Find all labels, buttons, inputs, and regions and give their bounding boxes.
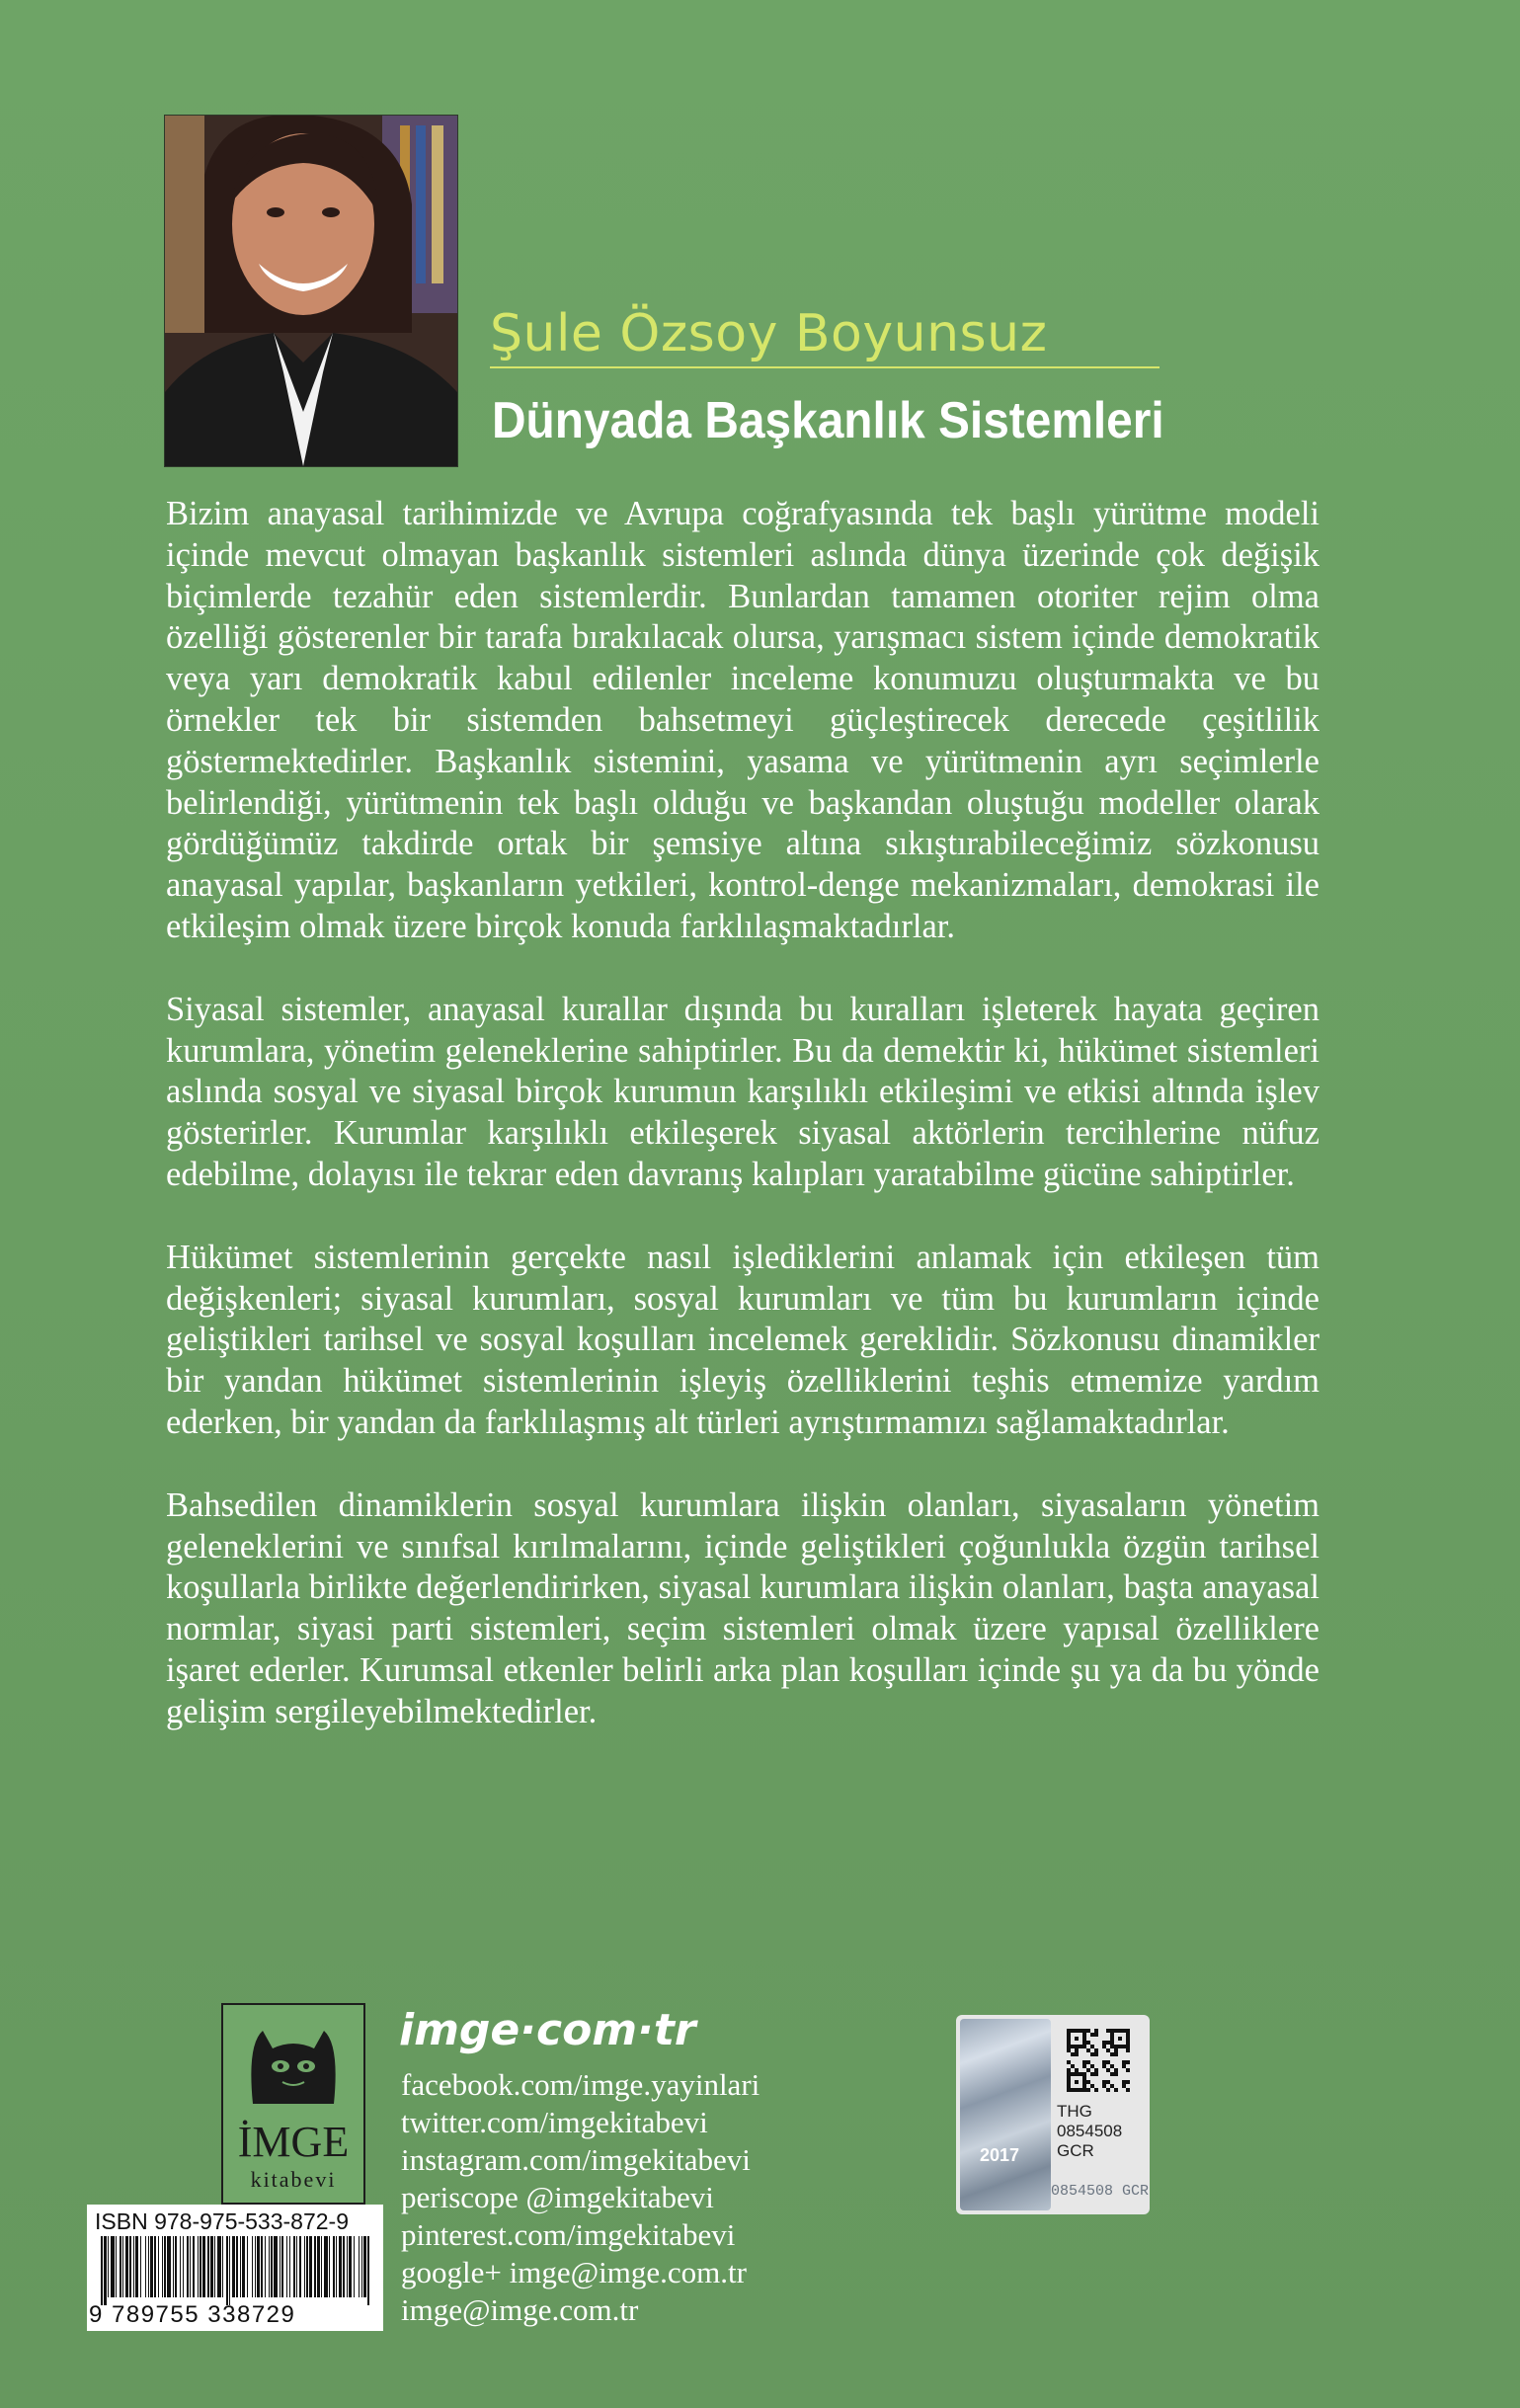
qr-module (1075, 2068, 1079, 2072)
barcode-bar (180, 2236, 181, 2297)
qr-module (1075, 2048, 1079, 2052)
author-underline (490, 366, 1160, 368)
barcode-bar (306, 2236, 308, 2297)
qr-module (1118, 2037, 1122, 2041)
qr-module (1106, 2068, 1110, 2072)
qr-module (1110, 2037, 1114, 2041)
qr-module (1082, 2041, 1086, 2045)
barcode-bar (321, 2236, 322, 2297)
qr-module (1122, 2060, 1126, 2064)
qr-module (1067, 2029, 1071, 2033)
qr-module (1071, 2052, 1075, 2056)
qr-module (1126, 2088, 1130, 2092)
barcode-bar (120, 2236, 121, 2297)
qr-module (1090, 2033, 1094, 2037)
qr-module (1126, 2080, 1130, 2084)
qr-module (1082, 2029, 1086, 2033)
barcode-bars (87, 2236, 383, 2305)
qr-module (1122, 2029, 1126, 2033)
barcode-bar (257, 2236, 260, 2297)
qr-module (1118, 2045, 1122, 2048)
barcode-bar (164, 2236, 166, 2297)
qr-module (1094, 2088, 1098, 2092)
barcode-bar (265, 2236, 266, 2297)
qr-module (1126, 2041, 1130, 2045)
barcode-bar (183, 2236, 184, 2297)
barcode-bar (173, 2236, 174, 2297)
barcode-bar (296, 2236, 297, 2297)
qr-module (1082, 2080, 1086, 2084)
barcode-bar (101, 2236, 103, 2305)
qr-module (1106, 2060, 1110, 2064)
barcode-bar (252, 2236, 253, 2297)
qr-module (1114, 2029, 1118, 2033)
barcode-bar (299, 2236, 301, 2297)
qr-module (1075, 2088, 1079, 2092)
paragraph: Siyasal sistemler, anayasal kurallar dışında bu kuralları işleterek hayata geçiren kurumlara, yönetim geleneklerine sahiptirler. Bu da demektir ki, hükümet sistemleri aslında sosyal ve siyasal birçok kurumun karşılıklı etkileşimi ve etkisi altında işlev gösterirler. Kurumlar karşılıklı etkileşerek siyasal aktörlerin tercihlerine nüfuz edebilme, dolayısı ile tekrar eden davranış kalıpları yaratabilme gücüne sahiptirler. (166, 990, 1320, 1193)
qr-module (1114, 2068, 1118, 2072)
qr-module (1122, 2045, 1126, 2048)
barcode-bar (354, 2236, 355, 2297)
qr-module (1067, 2033, 1071, 2037)
barcode-bar (135, 2236, 138, 2297)
barcode-bar (158, 2236, 159, 2297)
qr-module (1075, 2052, 1079, 2056)
barcode-bar (281, 2236, 283, 2297)
barcode-bar (200, 2236, 201, 2297)
qr-module (1094, 2048, 1098, 2052)
sticker-line: GCR (1057, 2141, 1094, 2160)
paragraph: Bizim anayasal tarihimizde ve Avrupa coğrafyasında tek başlı yürütme modeli içinde mevcut olmayan başkanlık sistemleri aslında dünya üzerinde çok değişik biçimlerde tezahür eden sistemlerdir. Bunlardan tamamen otoriter rejim olma özelliği gösterenler bir tarafa bırakılacak olursa, yarışmacı sistem içinde demokratik veya yarı demokratik kabul edilenler inceleme konumuzu oluşturmakta ve bu örnekler tek bir sistemden bahsetmeyi güçleştirecek derecede çeşitlilik göstermektedirler. Başkanlık sistemini, yasama ve yürütmenin ayrı seçimlerle belirlendiği, yürütmenin tek başlı olduğu ve başkandan oluştuğu modeller olarak gördüğümüz takdirde ortak bir şemsiye altına sıkıştırabileceğimiz sözkonusu anayasal yapılar, başkanların yetkileri, kontrol-denge mekanizmaları, demokrasi ile etkileşim olmak üzere birçok konuda farklılaşmaktadırlar. (166, 495, 1320, 945)
barcode-bar (347, 2236, 348, 2297)
qr-module (1079, 2029, 1082, 2033)
qr-module (1067, 2080, 1071, 2084)
qr-module (1106, 2029, 1110, 2033)
barcode-bar (361, 2236, 362, 2297)
qr-module (1114, 2072, 1118, 2076)
qr-module (1094, 2029, 1098, 2033)
qr-module (1082, 2084, 1086, 2088)
barcode-bar (304, 2236, 305, 2297)
qr-module (1106, 2048, 1110, 2052)
qr-module (1082, 2072, 1086, 2076)
qr-module (1110, 2045, 1114, 2048)
qr-module (1067, 2041, 1071, 2045)
hologram (960, 2019, 1051, 2210)
qr-module (1067, 2084, 1071, 2088)
qr-module (1094, 2033, 1098, 2037)
qr-module (1114, 2045, 1118, 2048)
qr-module (1090, 2072, 1094, 2076)
barcode-bar (162, 2236, 163, 2297)
periscope-link: periscope @imgekitabevi (401, 2180, 714, 2214)
barcode-digits: 9 789755 338729 (89, 2301, 296, 2328)
barcode-bar (187, 2236, 189, 2297)
publisher-contacts (401, 2066, 760, 2329)
qr-module (1090, 2052, 1094, 2056)
qr-module (1082, 2037, 1086, 2041)
barcode-bar (343, 2236, 345, 2297)
isbn-barcode (87, 2205, 383, 2331)
qr-module (1094, 2068, 1098, 2072)
barcode-bar (349, 2236, 352, 2297)
qr-module (1067, 2060, 1071, 2064)
barcode-bar (214, 2236, 215, 2297)
barcode-bar (145, 2236, 146, 2297)
barcode-bar (175, 2236, 177, 2297)
barcode-bar (289, 2236, 290, 2297)
qr-module (1094, 2072, 1098, 2076)
back-cover-text (166, 494, 1320, 1775)
author-name: Şule Özsoy Boyunsuz (490, 304, 1048, 363)
publisher-website: imge·com·tr (399, 2005, 696, 2055)
qr-module (1126, 2037, 1130, 2041)
cat-icon (223, 2005, 363, 2116)
sticker-line: 0854508 (1057, 2122, 1123, 2140)
qr-module (1102, 2060, 1106, 2064)
qr-module (1106, 2041, 1110, 2045)
barcode-bar (336, 2236, 337, 2297)
qr-module (1102, 2084, 1106, 2088)
qr-module (1126, 2048, 1130, 2052)
barcode-bar (108, 2236, 109, 2297)
qr-module (1110, 2033, 1114, 2037)
qr-module (1102, 2064, 1106, 2068)
barcode-bar (293, 2236, 295, 2297)
barcode-bar (190, 2236, 191, 2297)
qr-module (1071, 2029, 1075, 2033)
barcode-bar (125, 2236, 128, 2297)
barcode-bar (232, 2236, 235, 2297)
qr-module (1090, 2045, 1094, 2048)
qr-module (1094, 2052, 1098, 2056)
qr-module (1086, 2029, 1090, 2033)
qr-module (1122, 2084, 1126, 2088)
qr-module (1110, 2064, 1114, 2068)
qr-module (1082, 2045, 1086, 2048)
barcode-bar (286, 2236, 287, 2297)
qr-module (1079, 2072, 1082, 2076)
barcode-bar (116, 2236, 117, 2297)
qr-module (1082, 2064, 1086, 2068)
barcode-bar (210, 2236, 213, 2297)
barcode-bar (314, 2236, 316, 2297)
qr-module (1106, 2080, 1110, 2084)
qr-module (1067, 2037, 1071, 2041)
qr-module (1086, 2080, 1090, 2084)
book-title: Dünyada Başkanlık Sistemleri (492, 392, 1164, 449)
barcode-bar (148, 2236, 149, 2297)
qr-module (1075, 2080, 1079, 2084)
barcode-bar (255, 2236, 256, 2297)
barcode-bar (317, 2236, 320, 2297)
qr-module (1071, 2064, 1075, 2068)
qr-module (1075, 2045, 1079, 2048)
barcode-bar (271, 2236, 273, 2297)
qr-module (1110, 2041, 1114, 2045)
qr-module (1075, 2029, 1079, 2033)
qr-module (1079, 2045, 1082, 2048)
qr-module (1114, 2052, 1118, 2056)
qr-module (1090, 2064, 1094, 2068)
qr-module (1086, 2041, 1090, 2045)
qr-module (1126, 2045, 1130, 2048)
qr-module (1067, 2088, 1071, 2092)
barcode-bar (150, 2236, 153, 2297)
qr-module (1067, 2045, 1071, 2048)
publisher-logo-name: İMGE (237, 2118, 350, 2166)
facebook-link: facebook.com/imge.yayinlari (401, 2067, 760, 2102)
qr-module (1082, 2060, 1086, 2064)
qr-module (1082, 2076, 1086, 2080)
hologram-year: 2017 (980, 2145, 1020, 2165)
barcode-bar (129, 2236, 131, 2297)
barcode-bar (247, 2236, 248, 2297)
barcode-bar (367, 2236, 369, 2305)
qr-module (1086, 2060, 1090, 2064)
qr-module (1126, 2068, 1130, 2072)
qr-module (1086, 2088, 1090, 2092)
barcode-bar (229, 2236, 230, 2305)
barcode-bar (269, 2236, 270, 2297)
qr-module (1118, 2029, 1122, 2033)
twitter-link: twitter.com/imgekitabevi (401, 2105, 708, 2139)
qr-module (1075, 2072, 1079, 2076)
barcode-bar (217, 2236, 221, 2297)
barcode-bar (154, 2236, 156, 2297)
paragraph: Bahsedilen dinamiklerin sosyal kurumlara ilişkin olanları, siyasaların yönetim geleneklerini ve sınıfsal kırılmalarını, içinde geliştikleri çoğunlukla özgün tarihsel koşullarla birlikte değerlendirirken, siyasal kurumlara ilişkin olanları, başta anayasal normlar, siyasi parti sistemleri, seçim sistemleri olmak üzere yapısal özelliklere işaret ederler. Kurumsal etkenler belirli arka plan koşulları içinde şu ya da bu yönde gelişim sergileyebilmektedirler. (166, 1485, 1320, 1730)
qr-module (1067, 2068, 1071, 2072)
barcode-bar (207, 2236, 209, 2297)
barcode-bar (222, 2236, 223, 2297)
barcode-bar (324, 2236, 328, 2297)
barcode-bar (111, 2236, 115, 2297)
qr-module (1082, 2088, 1086, 2092)
publisher-logo-subtitle: kitabevi (250, 2167, 337, 2192)
barcode-bar (236, 2236, 238, 2297)
qr-module (1086, 2068, 1090, 2072)
qr-module (1075, 2037, 1079, 2041)
barcode-bar (226, 2236, 228, 2305)
barcode-bar (339, 2236, 342, 2297)
barcode-bar (309, 2236, 312, 2297)
qr-module (1102, 2080, 1106, 2084)
qr-module (1110, 2084, 1114, 2088)
qr-module (1122, 2064, 1126, 2068)
qr-module (1082, 2033, 1086, 2037)
email-link: imge@imge.com.tr (401, 2292, 639, 2327)
qr-module (1071, 2088, 1075, 2092)
qr-module (1086, 2048, 1090, 2052)
qr-module (1114, 2088, 1118, 2092)
pinterest-link: pinterest.com/imgekitabevi (401, 2217, 736, 2252)
barcode-bar (133, 2236, 134, 2297)
hologram-code: 0854508 GCR (1051, 2183, 1150, 2200)
qr-module (1079, 2088, 1082, 2092)
qr-module (1110, 2072, 1114, 2076)
author-photo (164, 115, 458, 467)
barcode-bar (274, 2236, 278, 2297)
qr-module (1126, 2033, 1130, 2037)
qr-module (1067, 2076, 1071, 2080)
barcode-bar (122, 2236, 123, 2297)
qr-module (1090, 2084, 1094, 2088)
barcode-bar (333, 2236, 335, 2297)
publisher-logo (221, 2003, 365, 2205)
barcode-bar (140, 2236, 141, 2297)
sticker-line: THG (1057, 2102, 1092, 2121)
barcode-bar (240, 2236, 241, 2297)
qr-module (1114, 2048, 1118, 2052)
barcode-bar (193, 2236, 195, 2297)
qr-module (1110, 2029, 1114, 2033)
qr-module (1126, 2060, 1130, 2064)
qr-module (1071, 2072, 1075, 2076)
isbn-label: ISBN 978-975-533-872-9 (95, 2208, 349, 2234)
qr-module (1102, 2041, 1106, 2045)
instagram-link: instagram.com/imgekitabevi (401, 2142, 751, 2177)
bandrol-sticker (956, 2015, 1150, 2214)
barcode-bar (167, 2236, 171, 2297)
barcode-bar (198, 2236, 199, 2297)
barcode-bar (261, 2236, 263, 2297)
barcode-bar (359, 2236, 360, 2297)
qr-module (1071, 2045, 1075, 2048)
barcode-bar (363, 2236, 366, 2297)
qr-module (1067, 2072, 1071, 2076)
qr-module (1110, 2052, 1114, 2056)
qr-module (1106, 2088, 1110, 2092)
barcode-bar (329, 2236, 330, 2297)
qr-module (1102, 2045, 1106, 2048)
google-plus-link: google+ imge@imge.com.tr (401, 2255, 747, 2289)
sticker-serial (1057, 2102, 1122, 2161)
barcode-bar (104, 2236, 107, 2305)
barcode-bar (202, 2236, 205, 2297)
qr-module (1067, 2048, 1071, 2052)
qr-module (1126, 2029, 1130, 2033)
qr-code-icon (1067, 2029, 1130, 2092)
barcode-bar (242, 2236, 245, 2297)
qr-module (1122, 2080, 1126, 2084)
paragraph: Hükümet sistemlerinin gerçekte nasıl işlediklerini anlamak için etkileşen tüm değişkenleri; siyasal kurumları, sosyal kurumları ve tüm bu kurumların içinde geliştikleri tarihsel ve sosyal koşulları incelemek gereklidir. Sözkonusu dinamikler bir yandan hükümet sistemlerinin işleyiş özelliklerini teşhis etmemize yardım ederken, bir yandan da farklılaşmış alt türleri ayrıştırmamızı sağlamaktadırlar. (166, 1238, 1320, 1441)
